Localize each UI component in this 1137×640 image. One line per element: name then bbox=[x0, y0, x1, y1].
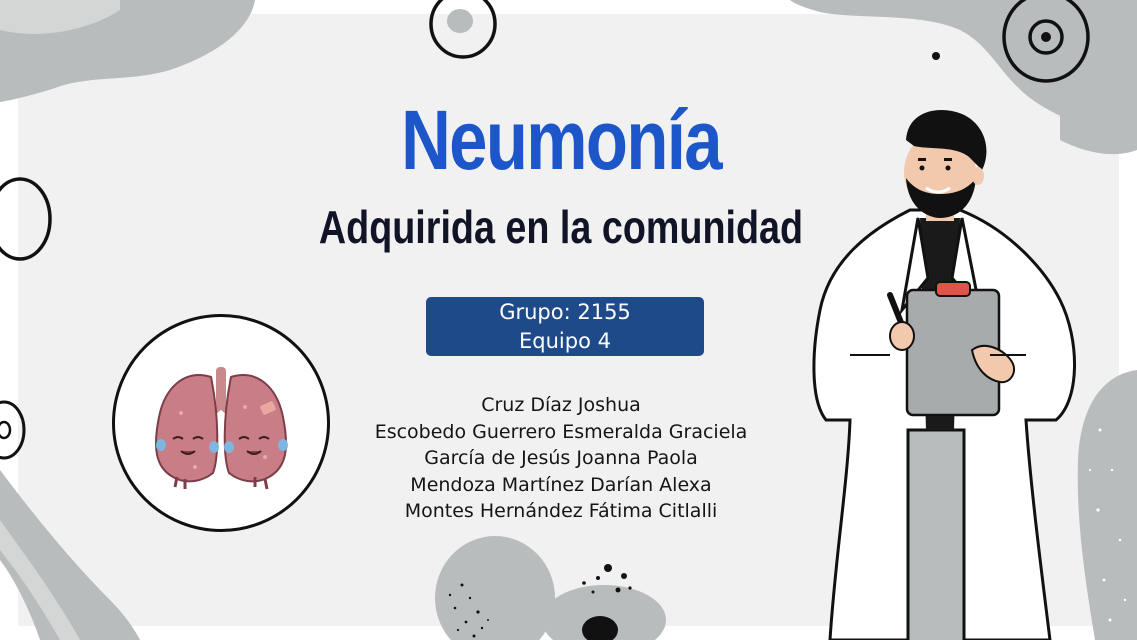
group-badge bbox=[426, 297, 704, 356]
member-name: Cruz Díaz Joshua bbox=[481, 394, 641, 416]
member-list bbox=[300, 392, 822, 525]
lungs-icon bbox=[115, 317, 327, 529]
group-label: Grupo: 2155 bbox=[499, 300, 631, 324]
member-name: Mendoza Martínez Darían Alexa bbox=[410, 473, 712, 496]
lungs-circle bbox=[112, 314, 330, 532]
member-name: García de Jesús Joanna Paola bbox=[424, 447, 698, 469]
member-name: Escobedo Guerrero Esmeralda Graciela bbox=[374, 420, 748, 443]
page-subtitle: Adquirida en la comunidad bbox=[318, 201, 804, 253]
member-name: Montes Hernández Fátima Citlalli bbox=[404, 500, 718, 522]
team-label: Equipo 4 bbox=[519, 329, 611, 353]
page-title: Neumonía bbox=[401, 93, 721, 187]
